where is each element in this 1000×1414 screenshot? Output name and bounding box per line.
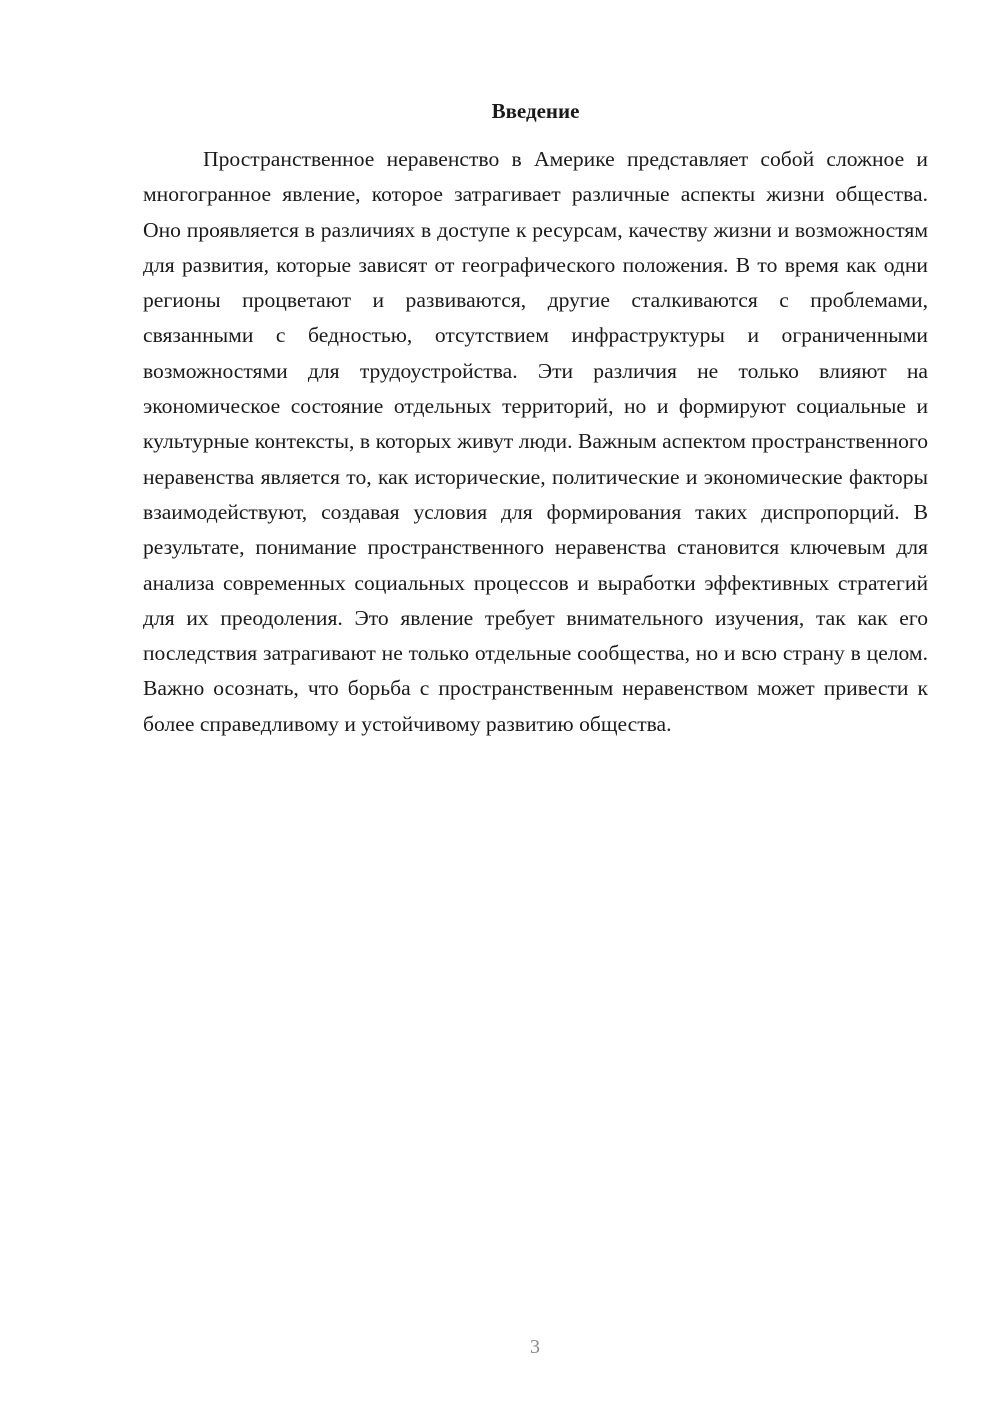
page-number: 3	[530, 1336, 540, 1358]
body-paragraph: Пространственное неравенство в Америке представляет собой сложное и многогранное явление, которое затрагивает различные аспекты жизни общества. Оно проявляется в различиях в доступе к ресурсам, качеству жизни и возможностям для развития, которые зависят от географического положения. В то время как одни регионы процветают и развиваются, другие сталкиваются с проблемами, связанными с бедностью, отсутствием инфраструктуры и ограниченными возможностями для трудоустройства. Эти различия не только влияют на экономическое состояние отдельных территорий, но и формируют социальные и культурные контексты, в которых живут люди. Важным аспектом пространственного неравенства является то, как исторические, политические и экономические факторы взаимодействуют, создавая условия для формирования таких диспропорций. В результате, понимание пространственного неравенства становится ключевым для анализа современных социальных процессов и выработки эффективных стратегий для их преодоления. Это явление требует внимательного изучения, так как его последствия затрагивают не только отдельные сообщества, но и всю страну в целом. Важно осознать, что борьба с пространственным неравенством может привести к более справедливому и устойчивому развитию общества.	[143, 147, 928, 736]
section-heading: Введение	[491, 99, 580, 123]
